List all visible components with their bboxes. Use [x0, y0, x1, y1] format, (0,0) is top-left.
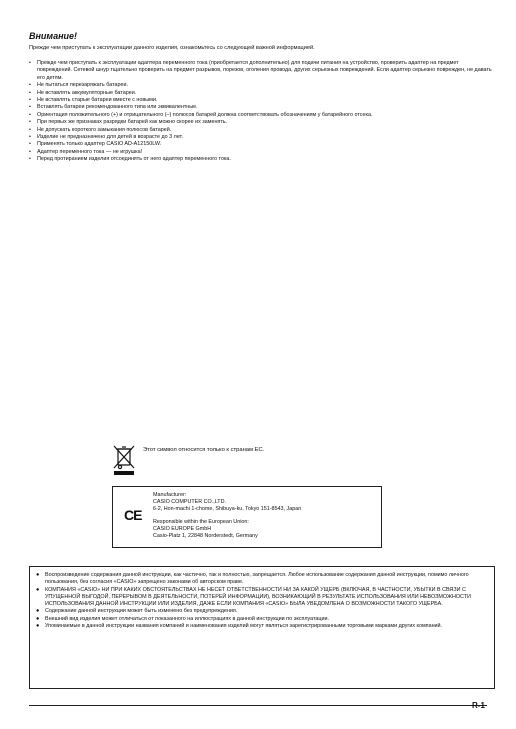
legal-notice-list: [30, 567, 494, 630]
legal-notice-box: [29, 566, 495, 689]
eu-label: Responsible within the European Union:: [153, 519, 249, 525]
intro-text: Прежде чем приступать к эксплуатации данного изделия, ознакомьтесь со следующей важной информацией.: [29, 45, 315, 51]
manufacturer-box: [112, 486, 382, 548]
notice-item: ● Упоминаемые в данной инструкции названия компаний и наименования изделий могут являться зарегистрированными торговыми марками других компаний.: [36, 623, 488, 630]
warning-item: • Не пытаться перезаряжать батареи.: [29, 82, 495, 89]
manufacturer-info: [153, 492, 378, 540]
warning-item: • Не вставлять старые батареи вместе с новыми.: [29, 97, 495, 104]
warning-item: • Адаптер переменного тока — не игрушка!: [29, 149, 495, 156]
ce-mark-icon: CE: [124, 507, 142, 523]
manufacturer-address: 6-2, Hon-machi 1-chome, Shibuya-ku, Tokyo 151-8543, Japan: [153, 506, 302, 512]
eu-address: Casio-Platz 1, 22848 Norderstedt, Germany: [153, 533, 258, 539]
footer-divider: [29, 705, 487, 706]
notice-item: ● Содержание данной инструкции может быть изменено без предупреждения.: [36, 608, 488, 615]
notice-item: ● Воспроизведение содержания данной инструкции, как частично, так и полностью, запрещается. Любое использование содержания данной инструкции, помимо личного пользования, без согласия «CASIO» запрещено законами об авторском праве.: [36, 572, 488, 587]
warning-item: • Применять только адаптер CASIO AD-A12150LW.: [29, 141, 495, 148]
notice-item: ● Внешний вид изделия может отличаться от показанного на иллюстрациях в данной инструкции по эксплуатации.: [36, 616, 488, 623]
warning-item: • Не допускать короткого замыкания полюсов батарей.: [29, 127, 495, 134]
crossed-bin-icon: [111, 444, 137, 476]
warning-item: • Перед протиранием изделия отсоединять от него адаптер переменного тока.: [29, 156, 495, 163]
warning-item: • Изделие не предназначено для детей в возрасте до 3 лет.: [29, 134, 495, 141]
warning-item: • Ориентация положительного (+) и отрицательного (–) полюсов батарей должна соответствовать обозначениям у батарейного отсека.: [29, 112, 495, 119]
page-title: Внимание!: [29, 31, 78, 41]
manufacturer-label: Manufacturer:: [153, 492, 187, 498]
warning-item: • Не вставлять аккумуляторные батареи.: [29, 90, 495, 97]
eu-company: CASIO EUROPE GmbH: [153, 526, 212, 532]
notice-item: ● КОМПАНИЯ «CASIO» НИ ПРИ КАКИХ ОБСТОЯТЕЛЬСТВАХ НЕ НЕСЕТ ОТВЕТСТВЕННОСТИ НИ ЗА КАКОЙ УЩЕРБ (ВКЛЮЧАЯ, В ЧАСТНОСТИ, УБЫТКИ В СВЯЗИ С УПУЩЕННОЙ ВЫГОДОЙ, ПЕРЕРЫВОМ В ДЕЯТЕЛЬНОСТИ, ПОТЕРЕЙ ИНФОРМАЦИИ), ВОЗНИКАЮЩИЙ В РЕЗУЛЬТАТЕ ИСПОЛЬЗОВАНИЯ ИЛИ НЕВОЗМОЖНОСТИ ИСПОЛЬЗОВАНИЯ ДАННОЙ ИНСТРУКЦИИ ИЛИ ИЗДЕЛИЯ, ДАЖЕ ЕСЛИ КОМПАНИЯ «CASIO» БЫЛА УВЕДОМЛЕНА О ВОЗМОЖНОСТИ ТАКОГО УЩЕРБА.: [36, 587, 488, 609]
manufacturer-company: CASIO COMPUTER CO.,LTD.: [153, 499, 226, 505]
warning-item: • При первых же признаках разрядки батарей как можно скорее их заменять.: [29, 119, 495, 126]
warning-item: • Прежде чем приступать к эксплуатации адаптера переменного тока (приобретается дополнительно) для подачи питания на устройство, проверить адаптер на предмет повреждений. Сетевой шнур тщательно проверить на предмет разрывов, порезов, оголения провода, других серьезных повреждений. Если адаптер серьезно поврежден, не давать его детям.: [29, 60, 495, 82]
warning-list: [29, 60, 495, 164]
weee-note: Этот символ относится только к странам ЕС.: [143, 447, 265, 453]
warning-item: • Вставлять батареи рекомендованного типа или эквивалентные.: [29, 104, 495, 111]
page-number: R-1: [472, 701, 485, 710]
